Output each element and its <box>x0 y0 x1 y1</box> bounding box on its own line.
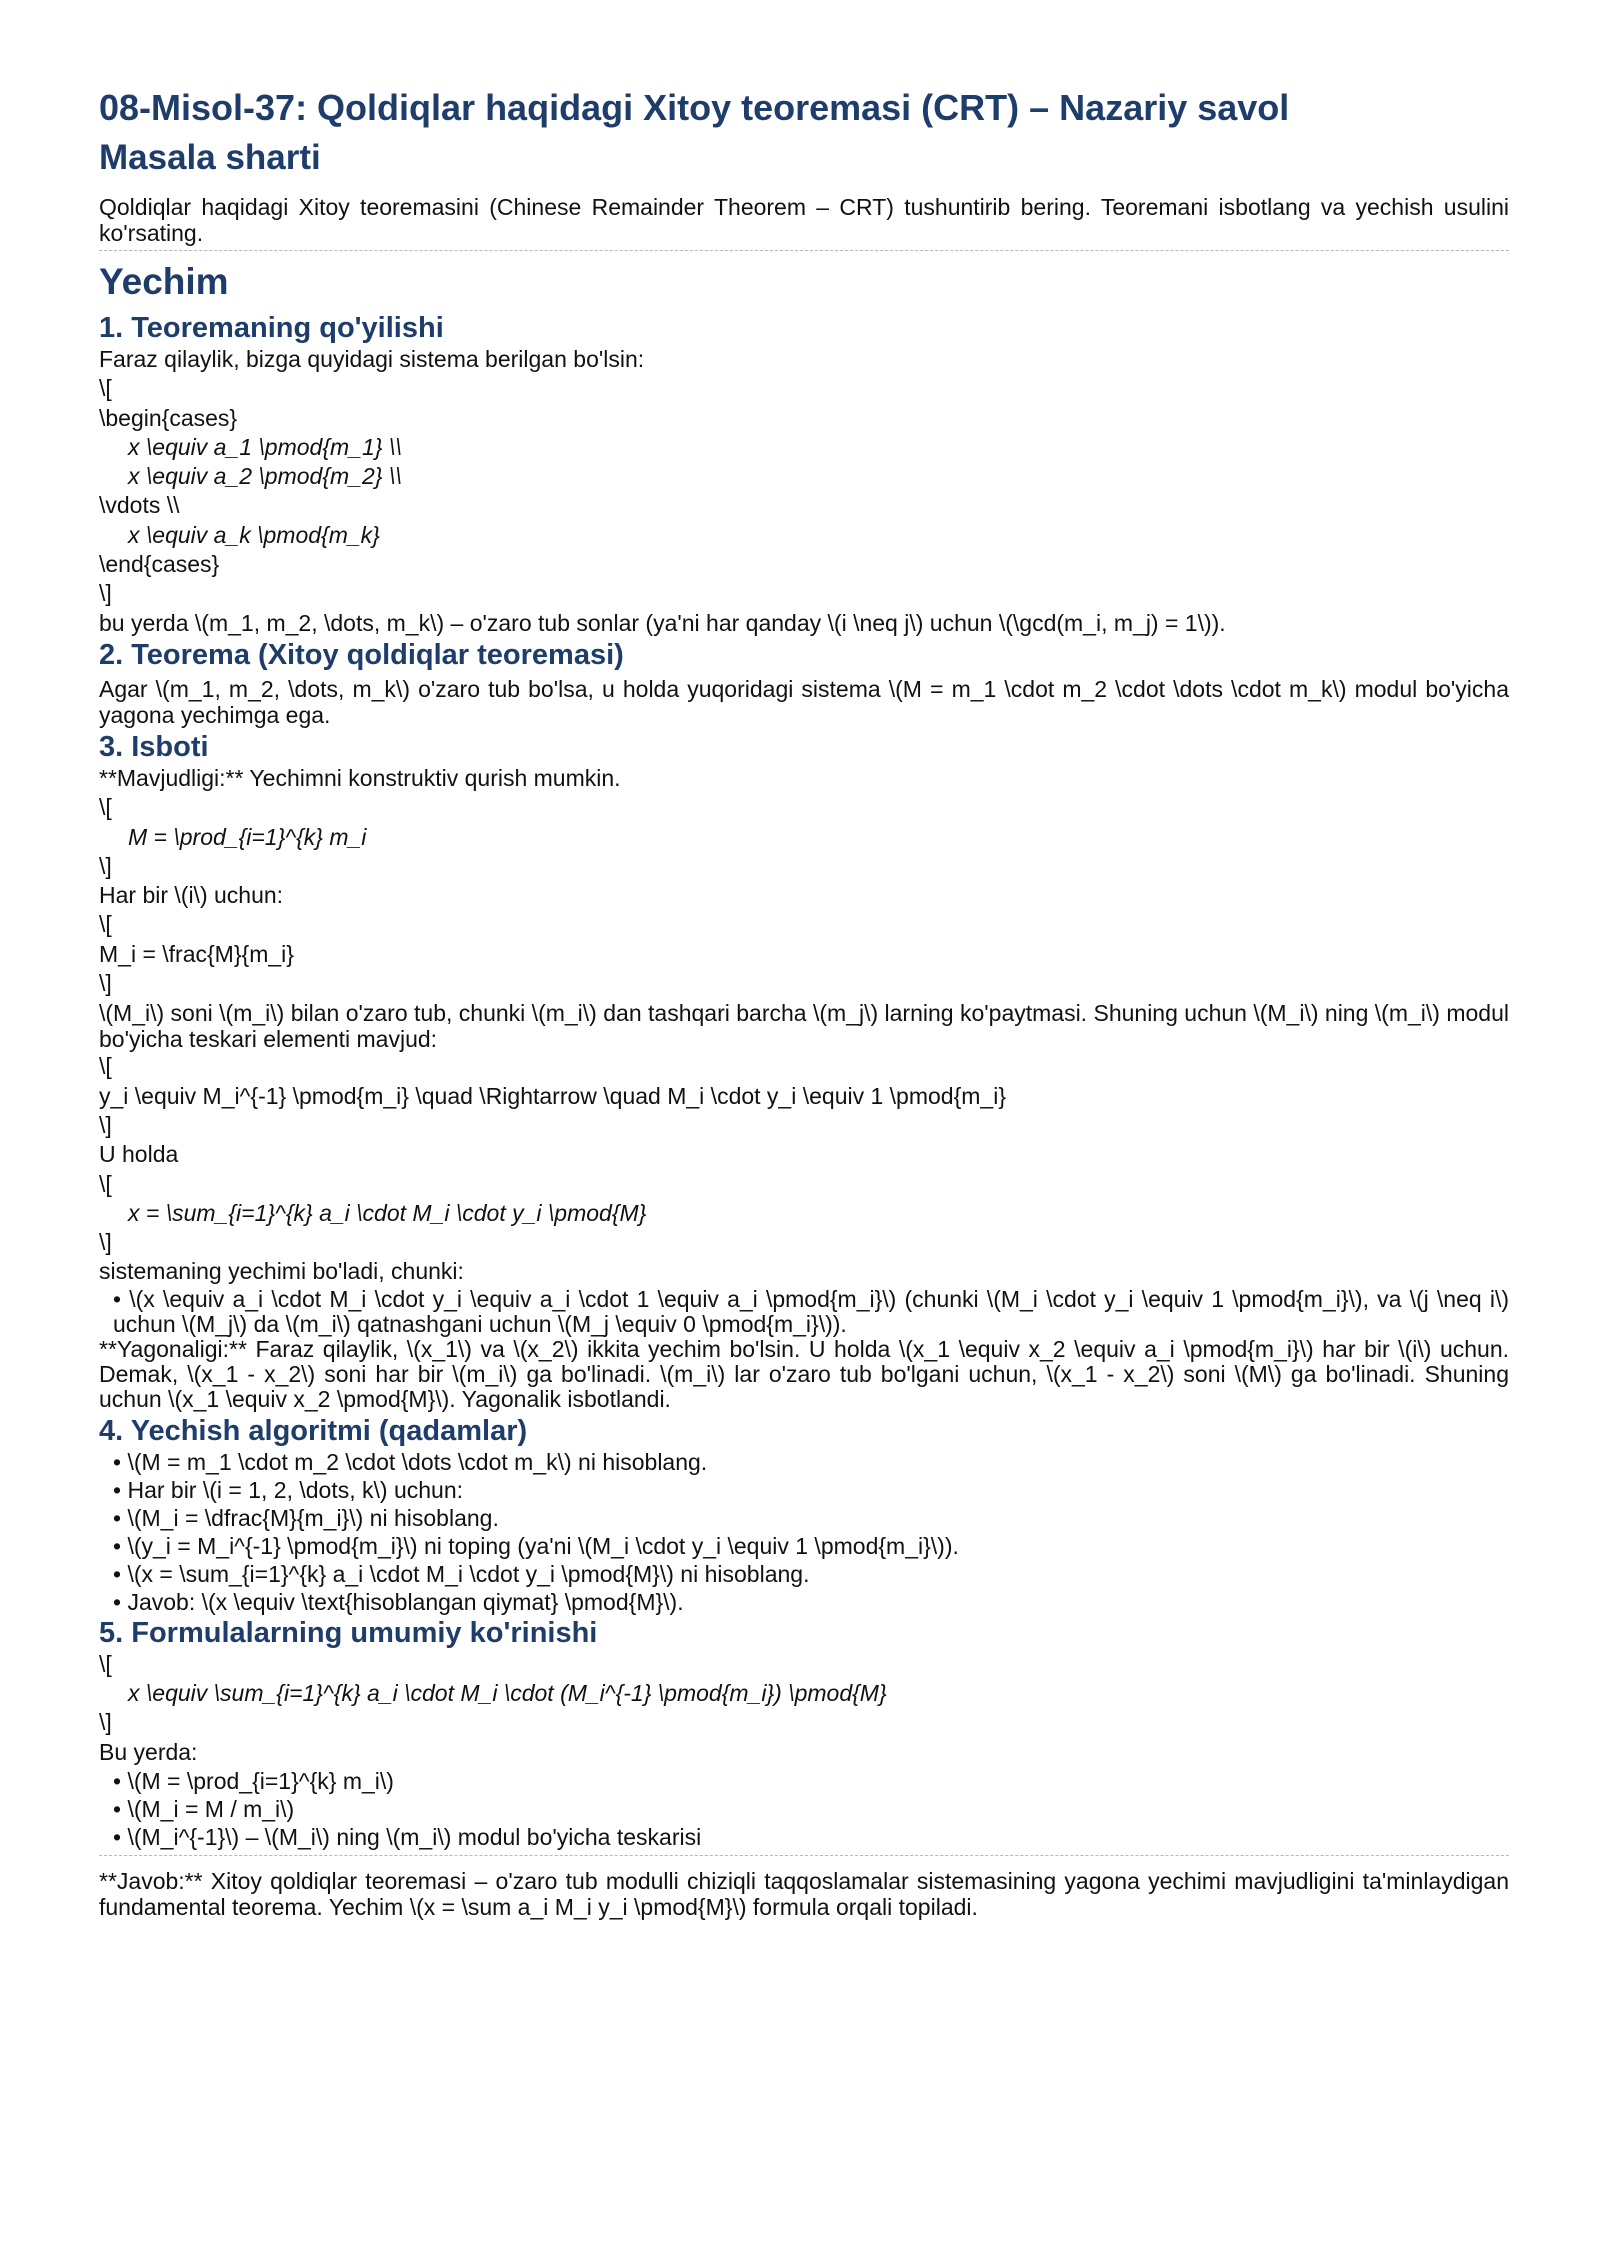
list-item: • \(x \equiv a_i \cdot M_i \cdot y_i \equiv a_i \cdot 1 \equiv a_i \pmod{m_i}\) (chunki \(M_i \cdot y_i \equiv 1 \pmod{m_i}\), va \(j \neq i\) uchun \(M_j\) da \(m_i\) qatnashgani uchun \(M_j \equiv 0 \pmod{m_i}\)). <box>113 1285 1509 1337</box>
list-item-text: \(M_i = \dfrac{M}{m_i}\) ni hisoblang. <box>127 1504 499 1531</box>
list-item-text: \(M = \prod_{i=1}^{k} m_i\) <box>127 1767 394 1794</box>
list-item: • \(M_i = M / m_i\) <box>113 1795 295 1822</box>
text-line: Bu yerda: <box>99 1738 198 1765</box>
existence-text: **Mavjudligi:** Yechimni konstruktiv qurish mumkin. <box>99 764 621 791</box>
text-line: U holda <box>99 1141 179 1168</box>
list-item-text: \(x = \sum_{i=1}^{k} a_i \cdot M_i \cdot y_i \pmod{M}\) ni hisoblang. <box>127 1560 810 1587</box>
math-open: \[ <box>99 1650 112 1677</box>
math-open: \[ <box>99 794 112 821</box>
list-item-text: Har bir \(i = 1, 2, \dots, k\) uchun: <box>127 1476 464 1503</box>
math-line: M_i = \frac{M}{m_i} <box>99 940 294 967</box>
list-item: • \(M = \prod_{i=1}^{k} m_i\) <box>113 1767 394 1794</box>
divider <box>99 1855 1509 1856</box>
math-line: x \equiv a_2 \pmod{m_2} \\ <box>128 463 402 490</box>
answer-text: **Javob:** Xitoy qoldiqlar teoremasi – o'zaro tub modulli chiziqli taqqoslamalar sistemasining yagona yechimi mavjudligini ta'minlaydigan fundamental teorema. Yechim \(x = \sum a_i M_i y_i \pmod{M}\) formula orqali topiladi. <box>99 1867 1509 1920</box>
math-open: \[ <box>99 1170 112 1197</box>
math-close: \] <box>99 1229 112 1256</box>
math-close: \] <box>99 852 112 879</box>
math-line: M = \prod_{i=1}^{k} m_i <box>128 823 367 850</box>
list-item-text: \(M_i^{-1}\) – \(M_i\) ning \(m_i\) modul bo'yicha teskarisi <box>127 1823 702 1850</box>
text-line: Har bir \(i\) uchun: <box>99 882 284 909</box>
section-5-heading: 5. Formulalarning umumiy ko'rinishi <box>99 1616 598 1649</box>
list-item: • \(x = \sum_{i=1}^{k} a_i \cdot M_i \cdot y_i \pmod{M}\) ni hisoblang. <box>113 1560 810 1587</box>
problem-heading: Masala sharti <box>99 138 321 177</box>
uniqueness-text: **Yagonaligi:** Faraz qilaylik, \(x_1\) va \(x_2\) ikkita yechim bo'lsin. U holda \(x_1 \equiv x_2 \equiv a_i \pmod{m_i}\) har bir \(i\) uchun. Demak, \(x_1 - x_2\) soni har bir \(m_i\) ga bo'linadi. \(m_i\) lar o'zaro tub bo'lgani uchun, \(x_1 - x_2\) soni \(M\) ga bo'linadi. Shuning uchun \(x_1 \equiv x_2 \pmod{M}\). Yagonalik isbotlandi. <box>99 1335 1509 1412</box>
document-title: 08-Misol-37: Qoldiqlar haqidagi Xitoy teoremasi (CRT) – Nazariy savol <box>99 87 1290 128</box>
section-4-heading: 4. Yechish algoritmi (qadamlar) <box>99 1414 528 1447</box>
list-item: • Har bir \(i = 1, 2, \dots, k\) uchun: <box>113 1476 464 1503</box>
list-item: • \(M_i = \dfrac{M}{m_i}\) ni hisoblang. <box>113 1504 499 1531</box>
section-1-intro: Faraz qilaylik, bizga quyidagi sistema berilgan bo'lsin: <box>99 346 645 372</box>
inverse-paragraph: \(M_i\) soni \(m_i\) bilan o'zaro tub, chunki \(m_i\) dan tashqari barcha \(m_j\) larning ko'paytmasi. Shuning uchun \(M_i\) ning \(m_i\) modul bo'yicha teskari elementi mavjud: <box>99 1000 1509 1053</box>
section-1-note: bu yerda \(m_1, m_2, \dots, m_k\) – o'zaro tub sonlar (ya'ni har qanday \(i \neq j\) uchun \(\gcd(m_i, m_j) = 1\)). <box>99 609 1226 636</box>
math-open: \[ <box>99 375 112 402</box>
section-1-heading: 1. Teoremaning qo'yilishi <box>99 312 444 344</box>
document-page <box>99 86 1509 1920</box>
list-item-text: \(M = m_1 \cdot m_2 \cdot \dots \cdot m_k\) ni hisoblang. <box>127 1448 708 1475</box>
list-item-text: Javob: \(x \equiv \text{hisoblangan qiymat} \pmod{M}\). <box>127 1588 684 1615</box>
math-open: \[ <box>99 1053 112 1080</box>
math-line: \begin{cases} <box>99 404 238 431</box>
list-item-text: \(y_i = M_i^{-1} \pmod{m_i}\) ni toping (ya'ni \(M_i \cdot y_i \equiv 1 \pmod{m_i}\)). <box>127 1532 959 1559</box>
text-line: sistemaning yechimi bo'ladi, chunki: <box>99 1258 464 1285</box>
problem-text: Qoldiqlar haqidagi Xitoy teoremasini (Chinese Remainder Theorem – CRT) tushuntirib bering. Teoremani isbotlang va yechish usulini ko'rsating. <box>99 194 1509 246</box>
math-close: \] <box>99 970 112 997</box>
math-line: \vdots \\ <box>99 492 180 519</box>
list-item: • Javob: \(x \equiv \text{hisoblangan qiymat} \pmod{M}\). <box>113 1588 684 1615</box>
math-close: \] <box>99 580 112 607</box>
math-line: x = \sum_{i=1}^{k} a_i \cdot M_i \cdot y_i \pmod{M} <box>128 1199 647 1226</box>
math-line: y_i \equiv M_i^{-1} \pmod{m_i} \quad \Rightarrow \quad M_i \cdot y_i \equiv 1 \pmod{m_i} <box>99 1082 1007 1109</box>
math-line: x \equiv a_k \pmod{m_k} <box>128 521 380 548</box>
section-2-text: Agar \(m_1, m_2, \dots, m_k\) o'zaro tub bo'lsa, u holda yuqoridagi sistema \(M = m_1 \cdot m_2 \cdot \dots \cdot m_k\) modul bo'yicha yagona yechimga ega. <box>99 675 1509 728</box>
section-3-heading: 3. Isboti <box>99 730 209 763</box>
section-2-heading: 2. Teorema (Xitoy qoldiqlar teoremasi) <box>99 638 624 671</box>
divider <box>99 250 1509 251</box>
list-item-text: \(M_i = M / m_i\) <box>127 1795 295 1822</box>
math-close: \] <box>99 1709 112 1736</box>
solution-heading: Yechim <box>99 261 229 302</box>
math-close: \] <box>99 1111 112 1138</box>
list-item: • \(M_i^{-1}\) – \(M_i\) ning \(m_i\) modul bo'yicha teskarisi <box>113 1823 702 1850</box>
list-item-text: \(x \equiv a_i \cdot M_i \cdot y_i \equiv a_i \cdot 1 \equiv a_i \pmod{m_i}\) (chunki \(M_i \cdot y_i \equiv 1 \pmod{m_i}\), va \(j \neq i\) uchun \(M_j\) da \(m_i\) qatnashgani uchun \(M_j \equiv 0 \pmod{m_i}\)). <box>113 1285 1509 1337</box>
list-item: • \(y_i = M_i^{-1} \pmod{m_i}\) ni toping (ya'ni \(M_i \cdot y_i \equiv 1 \pmod{m_i}\)). <box>113 1532 959 1559</box>
math-line: x \equiv \sum_{i=1}^{k} a_i \cdot M_i \cdot (M_i^{-1} \pmod{m_i}) \pmod{M} <box>128 1680 887 1707</box>
math-open: \[ <box>99 911 112 938</box>
math-line: x \equiv a_1 \pmod{m_1} \\ <box>128 433 402 460</box>
math-line: \end{cases} <box>99 551 220 578</box>
list-item: • \(M = m_1 \cdot m_2 \cdot \dots \cdot m_k\) ni hisoblang. <box>113 1448 708 1475</box>
